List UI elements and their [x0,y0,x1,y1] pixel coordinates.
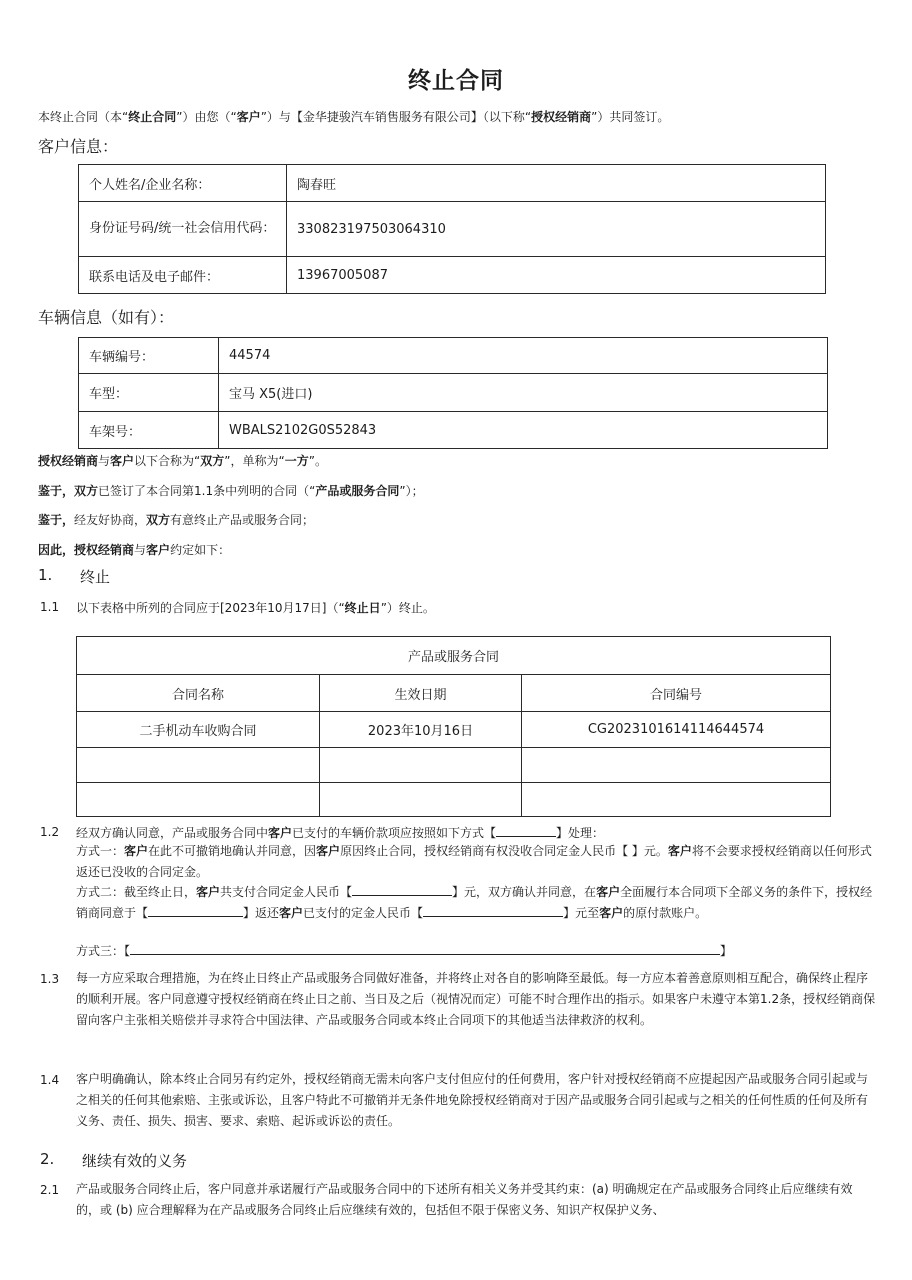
text: 方式三：【 [76,944,131,958]
bold-term: 双方 [146,513,171,527]
clause-1-4-text: 客户明确确认，除本终止合同另有约定外，授权经销商无需未向客户支付但应付的任何费用，客户针对授权经销商不应提起因产品或服务合同引起或与之相关的任何其他索赔、主张或诉讼，且客户特此不可撤销并无条件地免除授权经销商对于因产品或服务合同引起或与之相关的任何性质的任何及所有义务、责任、损失、损害、要求、索赔、起诉或诉讼的责任。 [76,1072,869,1128]
text: 与 [134,543,147,557]
table-row [79,338,828,374]
table-row [79,202,826,257]
option-2 [76,882,876,924]
table-row [77,675,831,712]
text: 原因终止合同，授权经销商有权没收合同定金人民币【 】元。 [340,844,668,858]
text: 以下合称为“ [134,454,201,468]
bold-term: 终止日 [344,601,381,615]
text: 方式二：截至终止日， [76,885,197,899]
blank-line [496,825,556,837]
text: 已支付的车辆价款项应按照如下方式【 [292,826,497,840]
customer-name-value: 陶春旺 [287,165,826,202]
bold-term: 客户 [596,885,621,899]
text: 已签订了本合同第1.1条中列明的合同（“ [98,484,316,498]
text: 】处理： [556,826,605,840]
text: ”，单称为“ [224,454,285,468]
intro-text: 本终止合同（本“ [38,110,129,124]
bold-term: 客户 [196,885,221,899]
table-row [77,783,831,817]
text: ”。 [308,454,327,468]
clause-1-4-number: 1.4 [40,1073,60,1087]
header-effective-date: 生效日期 [320,675,522,712]
table-row [77,712,831,748]
therefore-clause [38,541,230,558]
cell-empty [522,748,831,783]
vehicle-number-label: 车辆编号： [79,338,219,374]
intro-bold: 授权经销商 [531,110,592,124]
table-row [77,637,831,675]
text: 】 [720,944,733,958]
customer-info-table [78,164,826,294]
clause-1-3-text: 每一方应采取合理措施，为在终止日终止产品或服务合同做好准备，并将终止对各自的影响降至最低。每一方应本着善意原则相互配合，确保终止程序的顺利开展。客户同意遵守授权经销商在终止日之前、当日及之后（视情况而定）可能不时合理作出的指示。如果客户未遵守本第1.2条，授权经销商保留向客户主张相关赔偿并寻求符合中国法律、产品或服务合同或本终止合同项下的其他适当法律救济的权利。 [76,971,876,1027]
intro-bold: 终止合同 [128,110,177,124]
text: 以下表格中所列的合同应于[2023年10月17日]（“ [76,601,345,615]
customer-id-value: 330823197503064310 [287,202,826,257]
bold-term: 客户 [667,844,692,858]
text: 将不会要求授权经销商以任何形式返还已没收的合同定金。 [76,844,872,879]
bold-term: 客户 [268,826,293,840]
clause-1-2-number: 1.2 [40,825,60,839]
customer-contact-value: 13967005087 [287,257,826,294]
cell-contract-number: CG202310161411464457​4 [522,712,831,748]
cell-empty [522,783,831,817]
bold-term: 因此， [38,543,75,557]
table-row [77,748,831,783]
bold-term: 双方 [200,454,225,468]
section-1-title: 终止 [80,568,111,586]
text: ”）； [399,484,424,498]
bold-term: 授权经销商 [74,543,135,557]
option-3 [76,942,732,959]
section-1-number: 1. [38,566,53,584]
table-row [79,257,826,294]
intro-paragraph [38,108,669,125]
bold-term: 客户 [279,906,304,920]
clause-1-1-text [76,599,435,616]
text: 在此不可撤销地确认并同意，因 [148,844,317,858]
clause-1-2-line1 [76,824,604,841]
customer-id-label: 身份证号码/统一社会信用代码： [79,202,287,257]
text: 】返还 [243,906,280,920]
bold-term: 客户 [146,543,171,557]
customer-name-label: 个人姓名/企业名称： [79,165,287,202]
section-2-title: 继续有效的义务 [82,1152,188,1170]
parties-definition [38,452,327,469]
vehicle-vin-label: 车架号： [79,412,219,449]
contract-table [76,636,831,817]
customer-contact-label: 联系电话及电子邮件： [79,257,287,294]
contract-table-caption: 产品或服务合同 [77,637,831,675]
text: 经友好协商， [74,513,147,527]
text: 与 [98,454,111,468]
blank-line [423,905,563,917]
clause-2-1-number: 2.1 [40,1183,60,1197]
text: 】元，双方确认并同意，在 [452,885,597,899]
bold-term: 客户 [124,844,149,858]
table-row [79,412,828,449]
vehicle-info-heading: 车辆信息（如有）： [38,308,175,327]
bold-term: 一方 [284,454,309,468]
whereas-2 [38,511,314,528]
cell-empty [77,783,320,817]
bold-term: 产品或服务合同 [315,484,400,498]
header-contract-name: 合同名称 [77,675,320,712]
text: 共支付合同定金人民币【 [220,885,353,899]
option-1 [76,841,876,883]
bold-term: 双方 [74,484,99,498]
bold-term: 客户 [599,906,624,920]
vehicle-number-value: 44574 [219,338,828,374]
blank-line [130,943,720,955]
bold-term: 客户 [316,844,341,858]
table-row [79,374,828,412]
cell-contract-name: 二手机动车收购合同 [77,712,320,748]
clause-1-1-number: 1.1 [40,600,60,614]
text: 】元至 [563,906,600,920]
blank-line [148,905,243,917]
cell-empty [320,748,522,783]
text: 方式一： [76,844,125,858]
clause-2-1-text: 产品或服务合同终止后，客户同意并承诺履行产品或服务合同中的下述所有相关义务并受其约束：(a) 明确规定在产品或服务合同终止后应继续有效的，或 (b) 应合理解释为在产品或服务合同终止后应继续有效的，包括但不限于保密义务、知识产权保护义务、 [76,1182,853,1217]
cell-empty [77,748,320,783]
vehicle-model-label: 车型： [79,374,219,412]
customer-info-heading: 客户信息： [38,137,119,156]
document-title: 终止合同 [408,68,504,94]
bold-term: 鉴于， [38,484,75,498]
text: ”）终止。 [380,601,435,615]
table-row [79,165,826,202]
vehicle-info-table [78,337,828,449]
intro-text: ”）与【金华捷骏汽车销售服务有限公司】（以下称“ [260,110,532,124]
whereas-1 [38,482,424,499]
blank-line [352,884,452,896]
text: 经双方确认同意，产品或服务合同中 [76,826,269,840]
section-2-number: 2. [40,1150,55,1168]
intro-text: ”）由您（“ [176,110,237,124]
cell-effective-date: 2023年10月16日 [320,712,522,748]
bold-term: 客户 [110,454,135,468]
text: 全面履行本合同项下全部义务的条件下，授权经销商同意于【 [76,885,873,920]
text: 有意终止产品或服务合同； [170,513,315,527]
header-contract-number: 合同编号 [522,675,831,712]
intro-text: ”）共同签订。 [591,110,670,124]
vehicle-model-value: 宝马 X5(进口) [219,374,828,412]
clause-1-3-number: 1.3 [40,972,60,986]
intro-bold: 客户 [236,110,261,124]
bold-term: 授权经销商 [38,454,99,468]
text: 约定如下： [170,543,231,557]
text: 的原付款账户。 [623,906,708,920]
vehicle-vin-value: WBALS2102G0S52843 [219,412,828,449]
bold-term: 鉴于， [38,513,75,527]
text: 已支付的定金人民币【 [303,906,424,920]
cell-empty [320,783,522,817]
